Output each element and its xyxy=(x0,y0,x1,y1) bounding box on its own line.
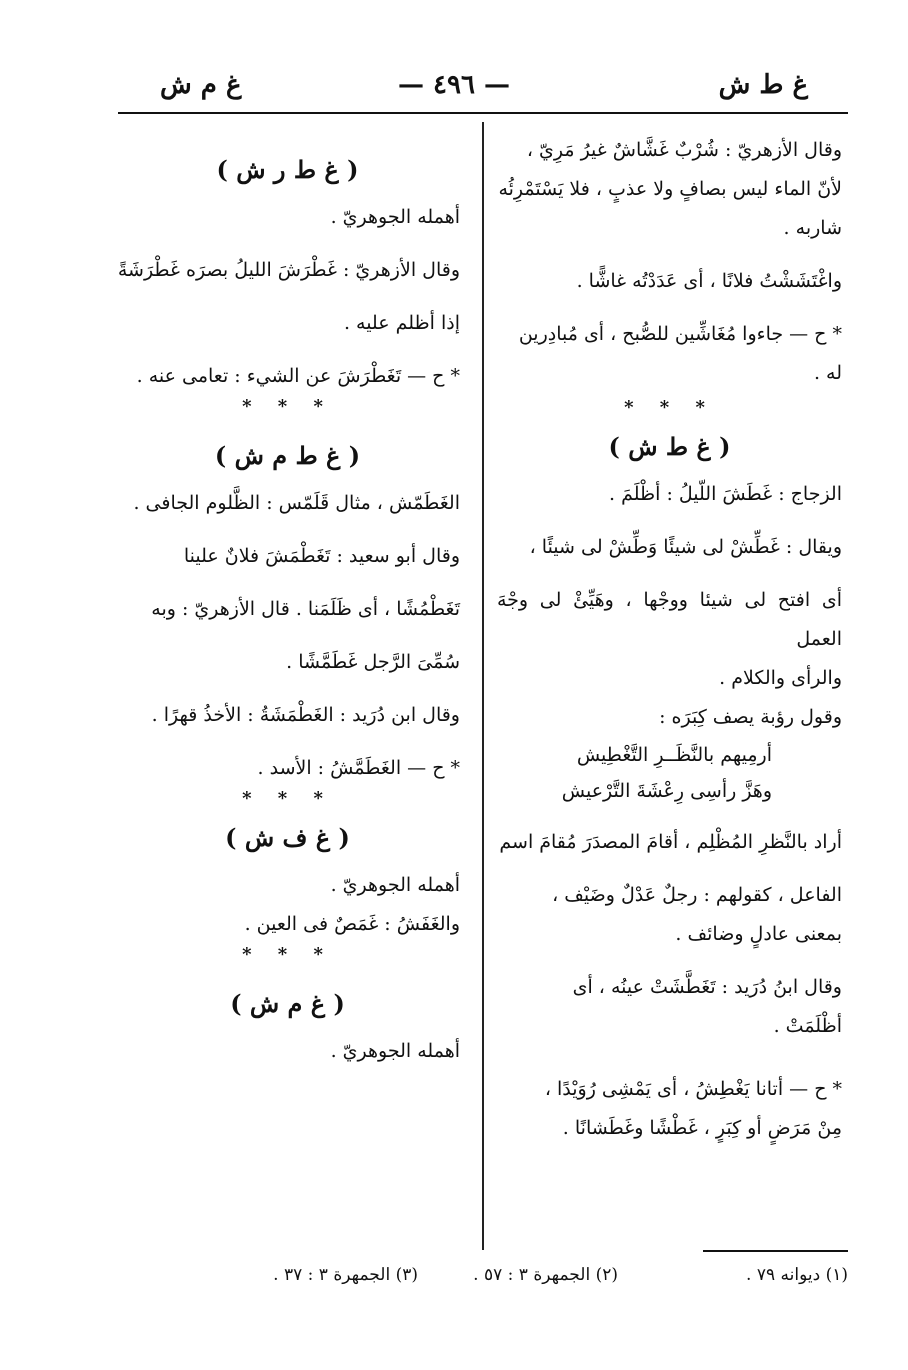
footnote-3: (٣) الجمهرة ٣ : ٣٧ . xyxy=(273,1265,418,1285)
footnote-2: (٢) الجمهرة ٣ : ٥٧ . xyxy=(473,1265,618,1285)
left-column xyxy=(115,125,460,1071)
text-line: له . xyxy=(813,362,842,384)
text-line: بمعنى عادلٍ وضائف . xyxy=(675,923,842,945)
text-line: * ح — أتانا يَغْطِشُ ، أى يَمْشِى رُوَيْدًا ، xyxy=(544,1078,842,1100)
text-line: واغْتَشَشْتُ فلانًا ، أى عَدَدْتُه غاشًّا . xyxy=(576,270,842,292)
entry-heading: ( غ م ش ) xyxy=(230,989,345,1018)
text-line: وقال أبو سعيد : تَغَطْمَشَ فلانٌ علينا xyxy=(183,545,460,567)
section-separator: * * * xyxy=(242,788,333,809)
section-separator: * * * xyxy=(242,944,333,965)
entry-heading: ( غ ط م ش ) xyxy=(214,441,361,470)
text-line: الزجاج : غَطَشَ اللّيلُ : أظْلَمَ . xyxy=(609,483,842,505)
text-line: وقول رؤبة يصف كِبَرَه : xyxy=(659,706,842,728)
text-line: أهمله الجوهريّ . xyxy=(330,1040,460,1062)
right-column xyxy=(497,125,842,1148)
text-line: أظْلَمَتْ . xyxy=(773,1015,842,1037)
text-line: والغَفَشُ : غَمَصٌ فى العين . xyxy=(244,913,460,935)
text-line: إذا أظلم عليه . xyxy=(343,312,460,334)
section-separator: * * * xyxy=(624,397,715,418)
text-line: * ح — تَغَطْرَشَ عن الشيء : تعامى عنه . xyxy=(136,365,460,387)
text-line: شاربه . xyxy=(783,217,842,239)
entry-heading: ( غ ط ش ) xyxy=(608,432,731,461)
text-line: أهمله الجوهريّ . xyxy=(330,206,460,228)
entry-heading: ( غ ف ش ) xyxy=(225,823,350,852)
text-line: وقال الأزهريّ : شُرْبٌ غَشَّاشٌ غيرُ مَرِيّ ، xyxy=(526,139,842,161)
text-line: الفاعل ، كقولهم : رجلٌ عَدْلٌ وضَيْف ، xyxy=(552,884,842,906)
section-separator: * * * xyxy=(242,396,333,417)
footnote-1: (١) ديوانه ٧٩ . xyxy=(746,1265,848,1285)
header-rule xyxy=(118,112,848,114)
verse-line: أرمِيهم بالنَّظَــرِ التَّغْطِيش xyxy=(576,744,772,766)
text-line: سُمِّىَ الرَّجل غَطَمَّشًا . xyxy=(286,651,460,673)
text-line: أى افتح لى شيئا ووجْها ، وهَيِّئْ لى وجْهَ العمل xyxy=(497,589,842,650)
text-line: أهمله الجوهريّ . xyxy=(330,874,460,896)
column-divider xyxy=(482,122,484,1250)
text-line: ويقال : غَطِّشْ لى شيئًا وَطِّشْ لى شيئًا ، xyxy=(529,536,842,558)
text-line: لأنّ الماء ليس بصافٍ ولا عذبٍ ، فلا يَسْتَمْرِئُه xyxy=(498,178,842,200)
page-number: — ٤٩٦ — xyxy=(397,70,511,100)
text-line: تَغَطْمُشًا ، أى ظَلَمَنا . قال الأزهريّ : وبه xyxy=(151,598,460,620)
text-line: وقال الأزهريّ : غَطْرَشَ الليلُ بصرَه غَطْرَشَةً xyxy=(117,259,460,281)
verse-line: وهَزَّ رأسِى رِعْشَةَ التَّرْعيش xyxy=(561,780,772,802)
text-line: الغَطَمّش ، مثال قَلَمّس : الظَّلوم الجافى . xyxy=(133,492,460,514)
text-line: * ح — الغَطَمَّشُ : الأسد . xyxy=(257,757,460,779)
running-head-left: غ م ش xyxy=(160,70,242,100)
entry-heading: ( غ ط ر ش ) xyxy=(216,155,359,184)
text-line: وقال ابنُ دُرَيد : تَغَطَّشَتْ عينُه ، أى xyxy=(572,976,842,998)
footnote-rule xyxy=(703,1250,848,1252)
text-line: وقال ابن دُرَيد : الغَطْمَشَةُ : الأخذُ قهرًا . xyxy=(151,704,460,726)
text-line: مِنْ مَرَضٍ أو كِبَرٍ ، غَطْشًا وغَطَشانًا . xyxy=(562,1117,842,1139)
text-line: أراد بالنَّظرِ المُظْلِم ، أقامَ المصدَرَ مُقامَ اسم xyxy=(499,831,842,853)
text-line: والرأى والكلام . xyxy=(719,667,842,689)
text-line: * ح — جاءوا مُغَاشِّين للصُّبح ، أى مُبادِرين xyxy=(518,323,842,345)
running-head-right: غ ط ش xyxy=(718,70,808,100)
